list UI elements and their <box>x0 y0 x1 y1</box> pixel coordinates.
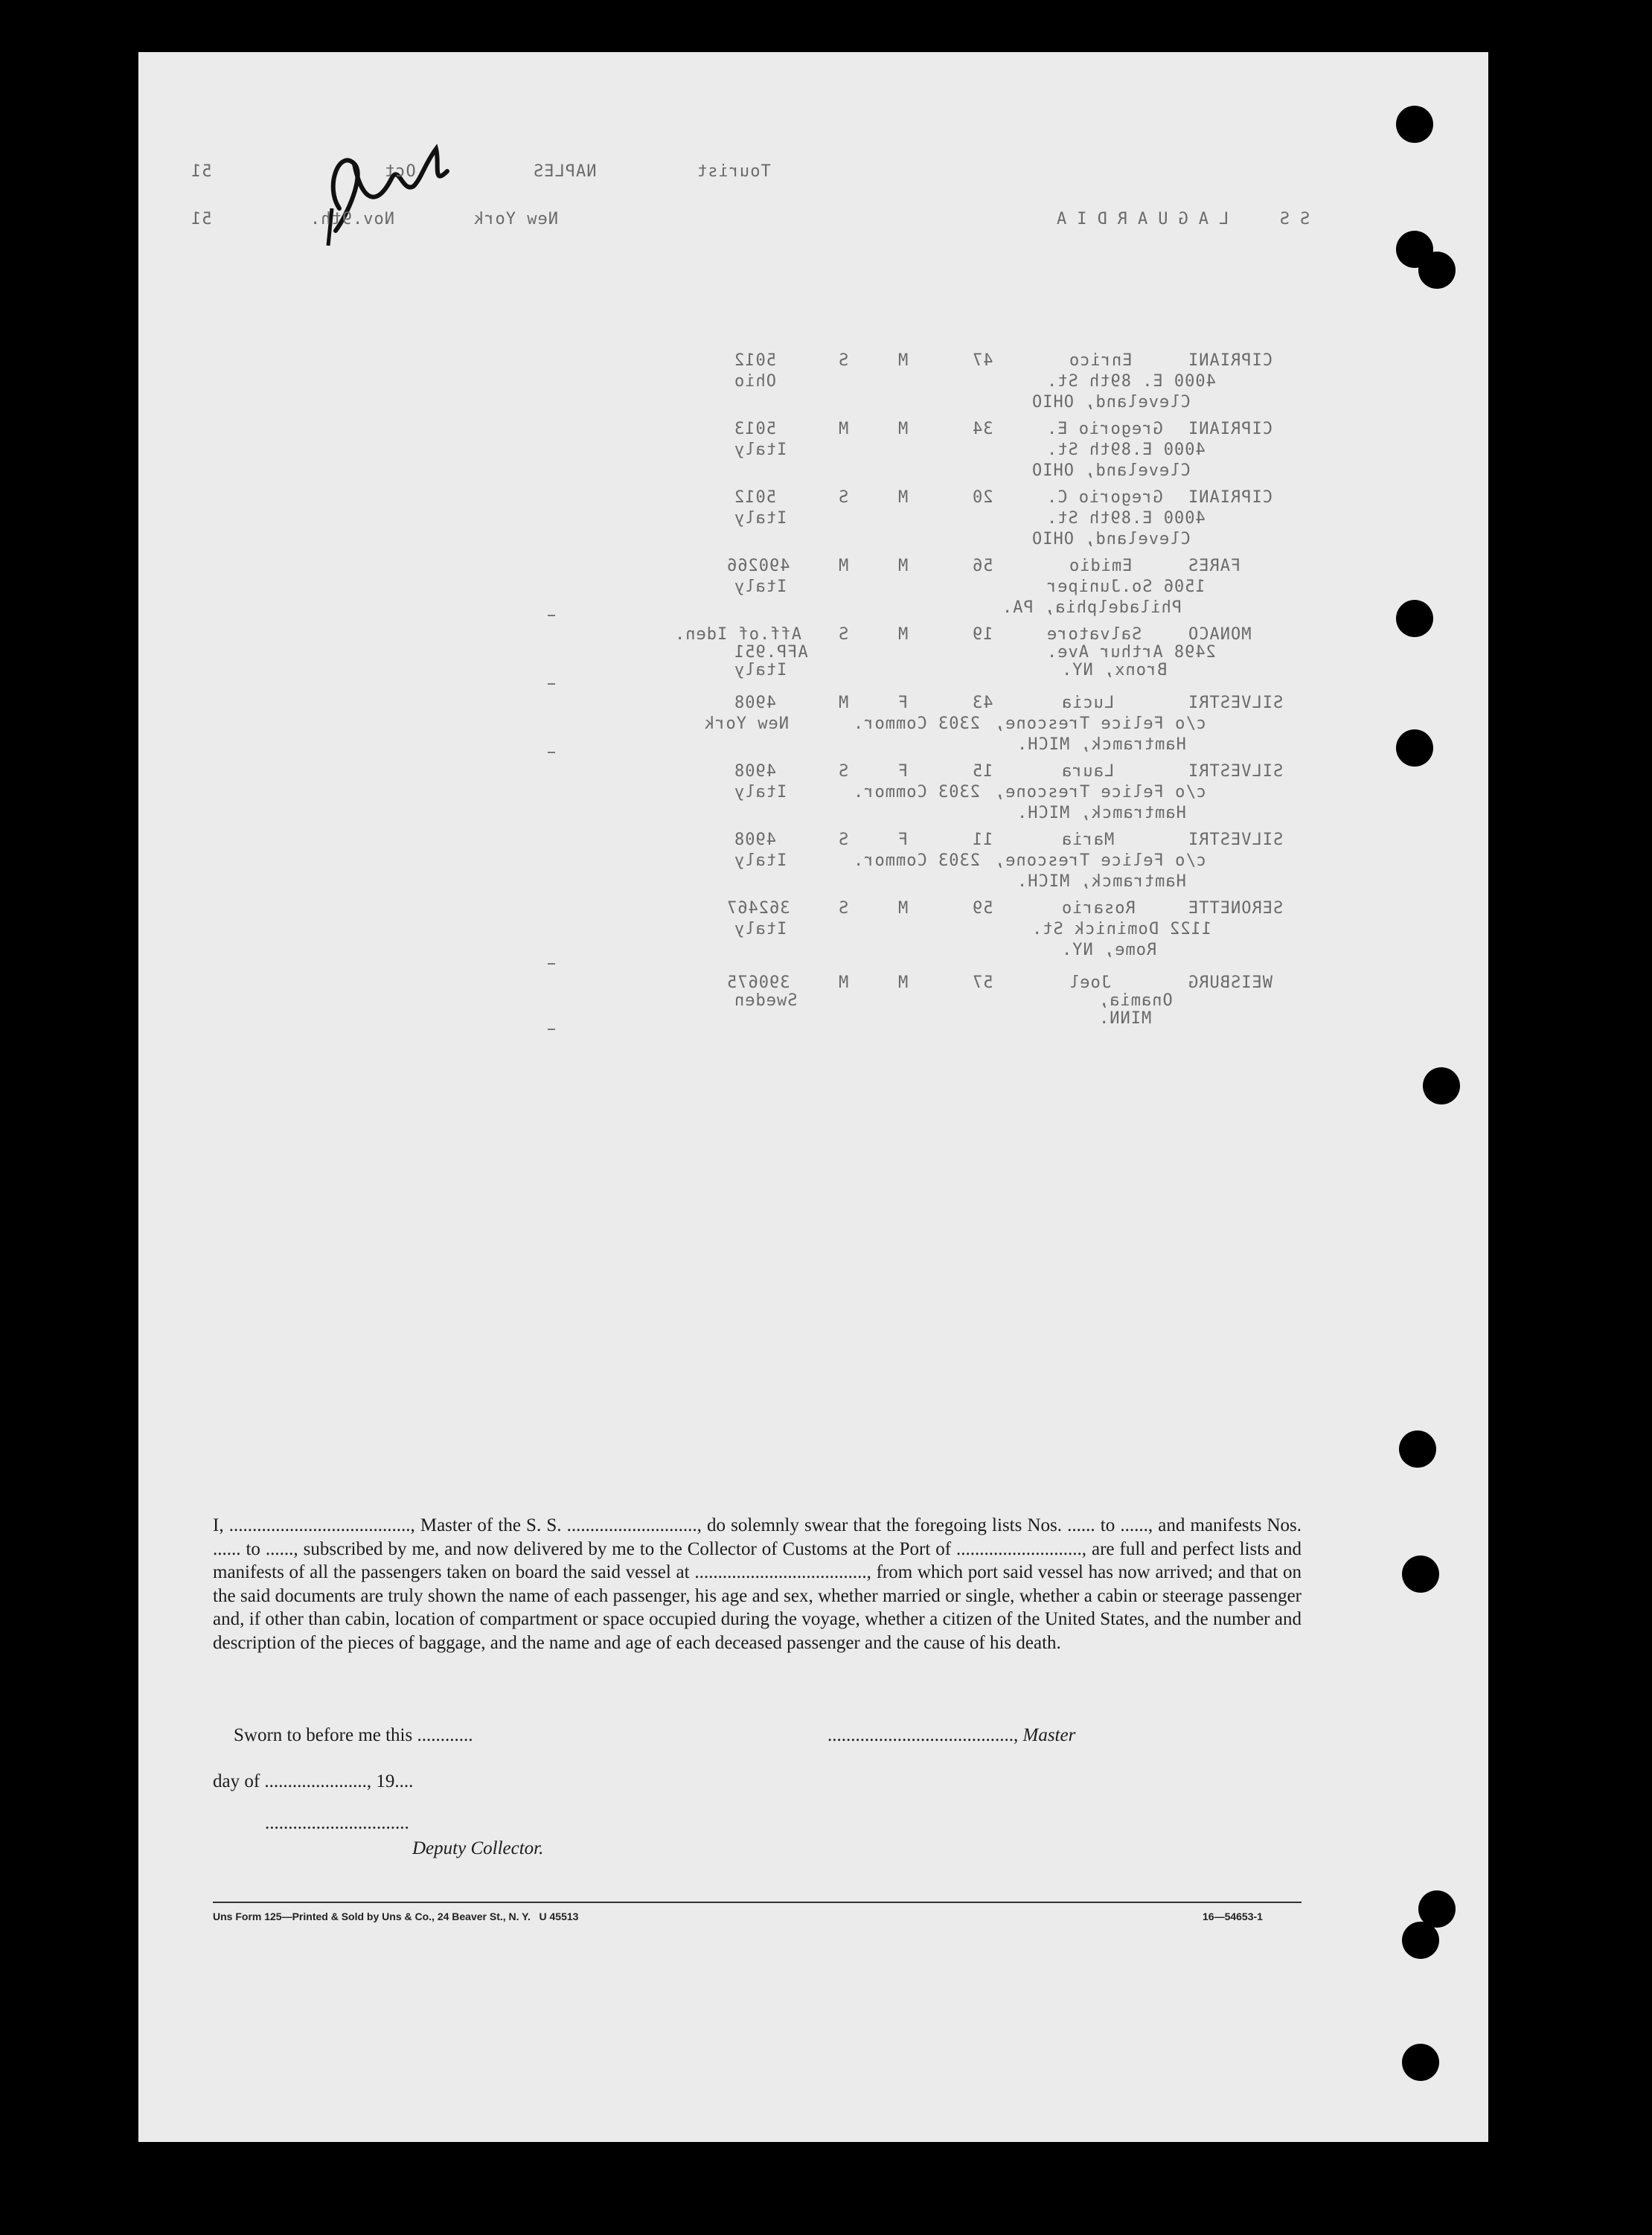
passenger-surname: MONACO <box>1188 625 1252 644</box>
passenger-city: Philadelphia, PA. <box>1002 598 1182 617</box>
passenger-status: S <box>838 488 849 507</box>
passenger-row <box>138 973 1488 1045</box>
passenger-ref: 490266 <box>726 557 790 575</box>
punch-hole <box>1402 1555 1439 1593</box>
deputy-collector-label: Deputy Collector. <box>412 1838 544 1858</box>
passenger-sex: M <box>897 488 909 507</box>
passenger-status: S <box>838 899 849 918</box>
embark-year: 51 <box>191 162 212 181</box>
arrival-year: 51 <box>191 210 212 228</box>
passenger-row <box>138 420 1488 491</box>
passenger-country: Italy <box>734 920 787 939</box>
passenger-country: Italy <box>734 661 787 680</box>
passenger-age: 34 <box>972 420 993 438</box>
passenger-ref: 5012 <box>734 488 776 507</box>
passenger-row <box>138 557 1488 628</box>
passenger-status: S <box>838 762 849 781</box>
row-dash <box>548 963 555 965</box>
passenger-city: Cleveland, OHIO <box>1031 393 1191 412</box>
passenger-address-2: 2303 Commor. <box>853 783 980 802</box>
passenger-status: S <box>838 625 849 644</box>
passenger-status: M <box>838 973 849 992</box>
passenger-given-name: Lucia <box>1061 694 1115 712</box>
oath-text: I, ......................................., Master of the S. S. ............................, do solemnly swear that the foregoing lists Nos. ...... to ......, and manifests Nos. ...... to ......, subscribed by me, and now delivered by me to the Collector of Customs at the Port of ..........................., are full and perfect lists and manifests of all the passengers taken on board the said vessel at ....................................., from which port said vessel has now arrived; and that on the said documents are truly shown the name of each passenger, his age and sex, whether married or single, whether a cabin or steerage passenger and, if other than cabin, location of compartment or space occupied during the voyage, whether a citizen of the United States, and the number and description of the pieces of baggage, and the name and age of each deceased passenger and the cause of his death. <box>213 1515 1302 1653</box>
punch-hole <box>1402 1922 1439 1959</box>
punch-hole <box>1396 106 1433 143</box>
arrival-date: Nov.9th. <box>310 210 394 228</box>
passenger-sex: F <box>897 831 909 849</box>
embark-port: NAPLES <box>533 162 597 181</box>
master-signature-line <box>827 1725 1075 1746</box>
passenger-city: Cleveland, OHIO <box>1031 530 1191 549</box>
arrival-port: New York <box>473 210 558 228</box>
passenger-address: 4000 E. 89th St. <box>1046 372 1216 391</box>
passenger-surname: CIPRIANI <box>1188 488 1272 507</box>
passenger-city: Hamtramck, MICH. <box>1017 735 1186 754</box>
passenger-age: 19 <box>972 625 993 644</box>
passenger-sex: M <box>897 420 909 438</box>
passenger-age: 56 <box>972 557 993 575</box>
passenger-sex: M <box>897 557 909 575</box>
passenger-age: 57 <box>972 973 993 992</box>
passenger-age: 20 <box>972 488 993 507</box>
passenger-ref: 390675 <box>726 973 790 992</box>
passenger-address: c/o Felice Trescone, <box>994 783 1206 802</box>
passenger-row <box>138 831 1488 902</box>
passenger-age: 11 <box>972 831 993 849</box>
passenger-city: Hamtramck, MICH. <box>1017 872 1186 891</box>
passenger-city: MINN. <box>1098 1009 1152 1028</box>
punch-hole <box>1396 600 1433 637</box>
master-label: Master <box>1022 1725 1076 1745</box>
passenger-row <box>138 762 1488 834</box>
manifest-page <box>138 52 1488 2142</box>
passenger-country: New York <box>704 714 789 733</box>
passenger-surname: SILVESTRI <box>1188 762 1284 781</box>
passenger-sex: M <box>897 973 909 992</box>
punch-hole <box>1402 2044 1439 2081</box>
passenger-address: c/o Felice Trescone, <box>994 714 1206 733</box>
passenger-row <box>138 351 1488 423</box>
row-dash <box>548 1029 555 1030</box>
passenger-address: c/o Felice Trescone, <box>994 851 1206 870</box>
passenger-ref: 362467 <box>726 899 790 918</box>
day-of-line: day of ......................, 19.... <box>213 1771 414 1791</box>
passenger-city: Cleveland, OHIO <box>1031 461 1191 480</box>
passenger-sex: M <box>897 351 909 370</box>
passenger-age: 15 <box>972 762 993 781</box>
passenger-country: Italy <box>734 578 787 596</box>
passenger-given-name: Gregorio E. <box>1046 420 1163 438</box>
passenger-surname: SILVESTRI <box>1188 831 1284 849</box>
passenger-status: M <box>838 694 849 712</box>
punch-hole <box>1423 1067 1460 1104</box>
row-dash <box>548 683 555 685</box>
passenger-given-name: Rosario <box>1061 899 1136 918</box>
passenger-address: 1506 So.Juniper <box>1046 578 1206 596</box>
punch-hole <box>1399 1430 1436 1468</box>
oath-paragraph <box>213 1514 1302 1654</box>
passenger-given-name: Maria <box>1061 831 1115 849</box>
passenger-ref: 5012 <box>734 351 776 370</box>
passenger-status: M <box>838 420 849 438</box>
ship-name: SS LAGUARDIA <box>1046 210 1310 228</box>
passenger-city: Bronx, NY. <box>1061 661 1168 680</box>
passenger-ref: 5013 <box>734 420 776 438</box>
passenger-ref: Aff.of Iden. <box>674 625 801 644</box>
sworn-line: Sworn to before me this ............ <box>234 1725 473 1745</box>
passenger-given-name: Laura <box>1061 762 1115 781</box>
passenger-extra: AFP.951 <box>734 643 808 662</box>
footer-rule <box>213 1902 1302 1903</box>
passenger-ref: 4908 <box>734 694 776 712</box>
passenger-city: Rome, NY. <box>1061 941 1157 959</box>
passenger-given-name: Joel <box>1069 973 1111 992</box>
row-dash <box>548 752 555 753</box>
passenger-country: Sweden <box>734 991 798 1010</box>
passenger-ref: 4908 <box>734 762 776 781</box>
passenger-surname: SERONETTE <box>1188 899 1284 918</box>
passenger-surname: SILVESTRI <box>1188 694 1284 712</box>
form-number: 16—54653-1 <box>1203 1911 1263 1922</box>
passenger-surname: WEISBURG <box>1188 973 1272 992</box>
passenger-age: 59 <box>972 899 993 918</box>
punch-hole <box>1396 729 1433 767</box>
passenger-sex: M <box>897 625 909 644</box>
passenger-address: 4000 E.89th St. <box>1046 441 1206 459</box>
passenger-given-name: Gregorio C. <box>1046 488 1163 507</box>
passenger-address-2: 2303 Commor. <box>853 714 980 733</box>
class-of-travel: Tourist <box>697 162 771 181</box>
embark-date: Oct <box>384 162 416 181</box>
passenger-age: 47 <box>972 351 993 370</box>
passenger-given-name: Salvatore <box>1046 625 1142 644</box>
passenger-country: Italy <box>734 851 787 870</box>
punch-hole <box>1418 252 1456 289</box>
passenger-row <box>138 488 1488 560</box>
passenger-status: S <box>838 831 849 849</box>
passenger-row <box>138 694 1488 765</box>
passenger-sex: F <box>897 762 909 781</box>
passenger-row <box>138 625 1488 697</box>
passenger-country: Italy <box>734 783 787 802</box>
passenger-address: 1122 Dominick St. <box>1031 920 1212 939</box>
passenger-given-name: Enrico <box>1069 351 1133 370</box>
passenger-row <box>138 899 1488 971</box>
passenger-sex: F <box>897 694 909 712</box>
passenger-city: Hamtramck, MICH. <box>1017 804 1186 822</box>
row-dash <box>548 615 555 616</box>
passenger-sex: M <box>897 899 909 918</box>
passenger-surname: FARES <box>1188 557 1241 575</box>
passenger-address: 4000 E.89th St. <box>1046 509 1206 528</box>
passenger-country: Italy <box>734 509 787 528</box>
passenger-address: 2498 Arthur Ave. <box>1046 643 1216 662</box>
handwritten-signature <box>310 119 458 268</box>
passenger-ref: 4908 <box>734 831 776 849</box>
form-imprint: Uns Form 125—Printed & Sold by Uns & Co., 24 Beaver St., N. Y. U 45513 <box>213 1911 579 1922</box>
passenger-country: Ohio <box>734 372 776 391</box>
passenger-surname: CIPRIANI <box>1188 351 1272 370</box>
header-line-2 <box>138 210 1488 240</box>
passenger-country: Italy <box>734 441 787 459</box>
deputy-signature-line: ............................... <box>265 1813 409 1833</box>
passenger-age: 43 <box>972 694 993 712</box>
passenger-address-2: 2303 Commor. <box>853 851 980 870</box>
passenger-status: S <box>838 351 849 370</box>
passenger-status: M <box>838 557 849 575</box>
passenger-surname: CIPRIANI <box>1188 420 1272 438</box>
header-line-1 <box>138 162 1488 192</box>
passenger-given-name: Emidio <box>1069 557 1133 575</box>
passenger-address: Onamia, <box>1098 991 1173 1010</box>
master-dots: ........................................, <box>827 1725 1019 1745</box>
